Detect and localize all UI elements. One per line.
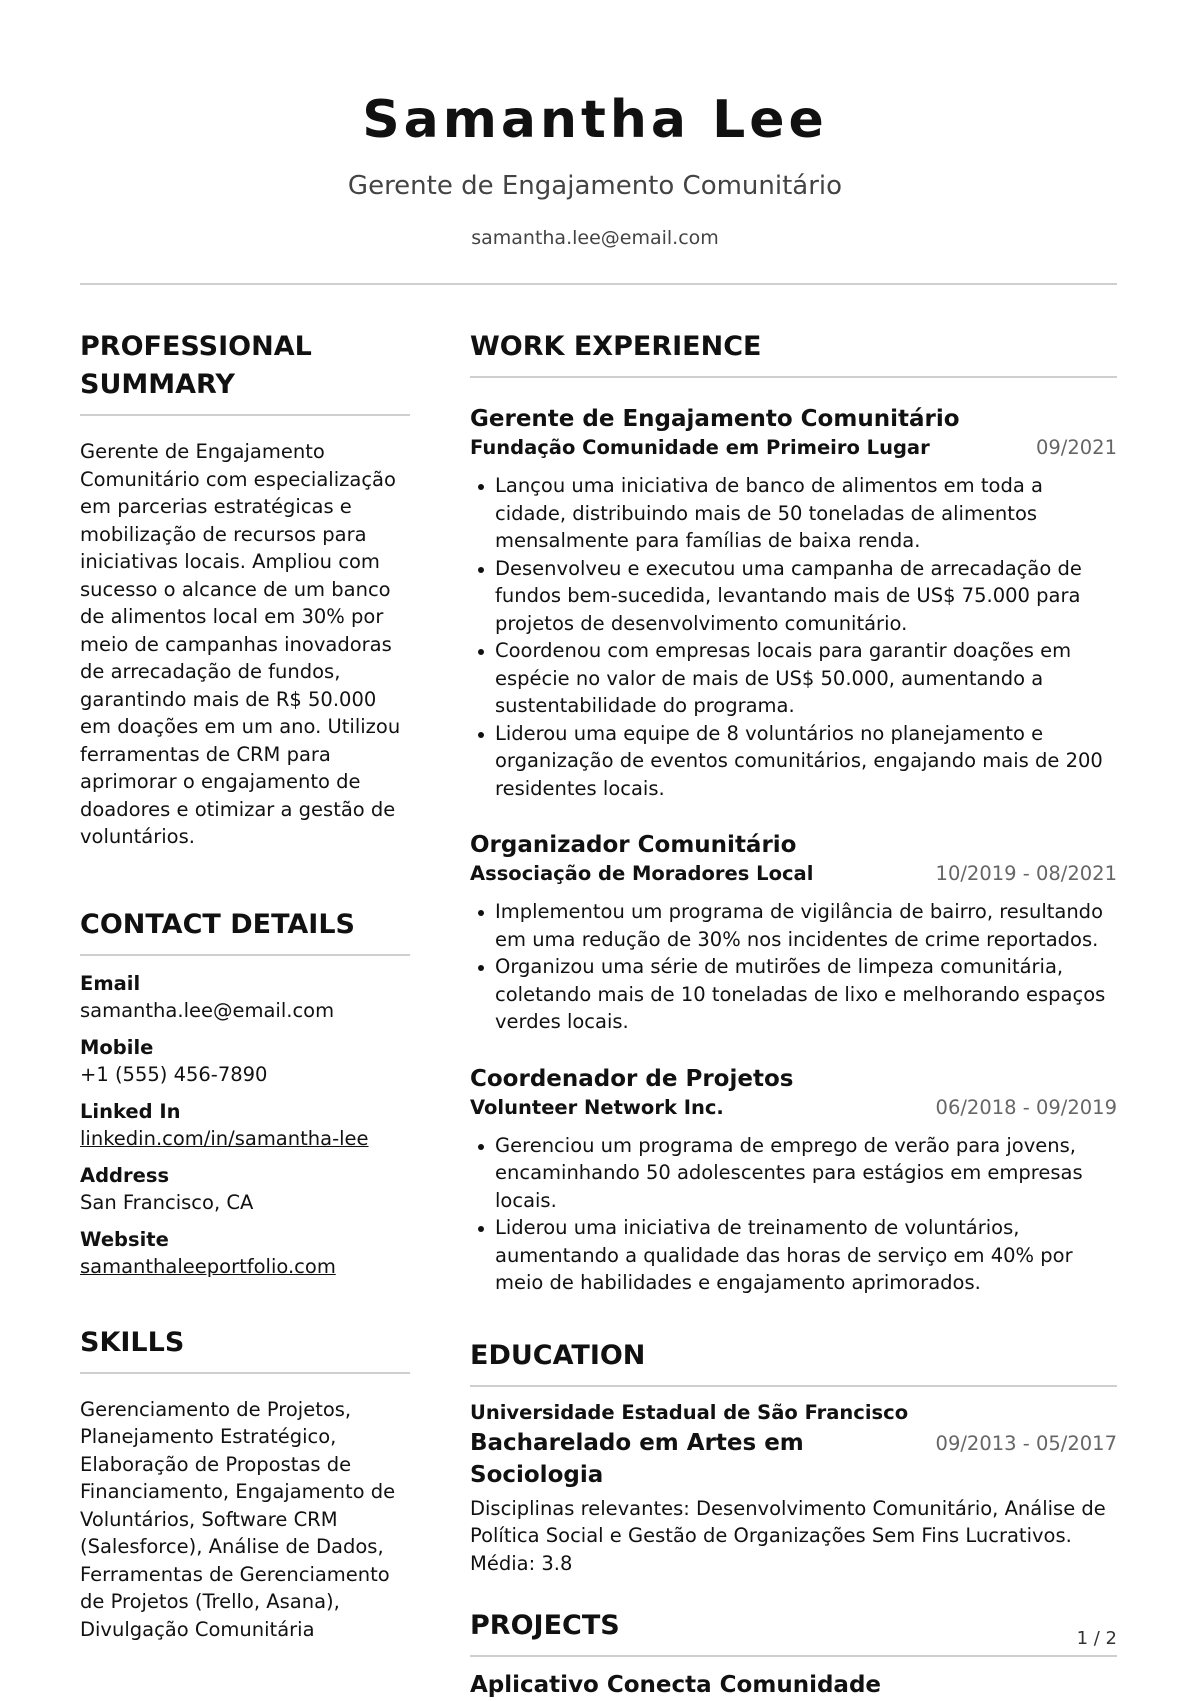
bullet-item: Gerenciou um programa de emprego de verão para jovens, encaminhando 50 adolescentes para estágios em empresas locais. — [470, 1132, 1117, 1215]
bullet-item: Implementou um programa de vigilância de bairro, resultando em uma redução de 30% nos incidentes de crime reportados. — [470, 898, 1117, 953]
left-column — [80, 328, 410, 1643]
skills-title: SKILLS — [80, 1324, 410, 1374]
right-column — [470, 328, 1117, 1701]
project-title: Aplicativo Conecta Comunidade — [470, 1672, 882, 1698]
skills-text: Gerenciamento de Projetos, Planejamento Estratégico, Elaboração de Propostas de Financiamento, Engajamento de Voluntários, Software CRM (Salesforce), Análise de Dados, Ferramentas de Gerenciamento de Projetos (Trello, Asana), Divulgação Comunitária — [80, 1397, 396, 1641]
contact-label: Mobile — [80, 1035, 154, 1059]
header-email: samantha.lee@email.com — [471, 227, 719, 249]
job-company: Associação de Moradores Local — [470, 862, 814, 885]
projects-title: PROJECTS — [470, 1607, 1117, 1657]
job-company: Volunteer Network Inc. — [470, 1095, 724, 1119]
job-title: Coordenador de Projetos — [470, 1065, 794, 1092]
job-title: Organizador Comunitário — [470, 832, 797, 858]
job-meta — [470, 434, 1117, 462]
bullet-item: Desenvolveu e executou uma campanha de arrecadação de fundos bem-sucedida, levantando mais de US$ 75.000 para projetos de desenvolvimento comunitário. — [470, 555, 1117, 638]
summary-section — [80, 328, 410, 851]
contact-label: Linked In — [80, 1099, 181, 1123]
candidate-name: Samantha Lee — [362, 90, 828, 150]
bullet-item: Organizou uma série de mutirões de limpeza comunitária, coletando mais de 10 toneladas de lixo e melhorando espaços verdes locais. — [470, 953, 1117, 1036]
page-number: 1 / 2 — [1076, 1628, 1117, 1649]
contact-list — [80, 970, 410, 1280]
education-title: EDUCATION — [470, 1337, 1117, 1387]
contact-value: +1 (555) 456-7890 — [80, 1062, 268, 1086]
education-meta — [470, 1427, 1117, 1491]
bullet-item: Coordenou com empresas locais para garantir doações em espécie no valor de mais de US$ 50.000, aumentando a sustentabilidade do programa. — [470, 637, 1117, 720]
contact-label: Website — [80, 1227, 169, 1251]
summary-title: PROFESSIONAL SUMMARY — [80, 328, 410, 416]
summary-text: Gerente de Engajamento Comunitário com especialização em parcerias estratégicas e mobilização de recursos para iniciativas locais. Ampliou com sucesso o alcance de um banco de alimentos local em 30% por meio de campanhas inovadoras de arrecadação de fundos, garantindo mais de R$ 50.000 em doações em um ano. Utilizou ferramentas de CRM para aprimorar o engajamento de doadores e otimizar a gestão de voluntários. — [80, 440, 401, 848]
header-divider — [80, 283, 1117, 285]
contact-website — [80, 1226, 410, 1280]
job-date: 09/2021 — [1035, 436, 1117, 459]
contact-label: Email — [80, 971, 141, 995]
job-title: Gerente de Engajamento Comunitário — [470, 406, 960, 432]
contact-section — [80, 906, 410, 1280]
education-degree: Bacharelado em Artes em Sociologia — [470, 1429, 804, 1488]
contact-email — [80, 970, 410, 1024]
education-school: Universidade Estadual de São Francisco — [470, 1400, 909, 1424]
job-entry — [470, 830, 1117, 1036]
contact-title: CONTACT DETAILS — [80, 906, 410, 956]
linkedin-link[interactable]: linkedin.com/in/samantha-lee — [80, 1126, 369, 1150]
job-company: Fundação Comunidade em Primeiro Lugar — [470, 436, 930, 459]
job-entry — [470, 1064, 1117, 1297]
job-date: 10/2019 - 08/2021 — [935, 862, 1117, 885]
bullet-item: Liderou uma iniciativa de treinamento de voluntários, aumentando a qualidade das horas de serviço em 40% por meio de habilidades e engajamento aprimorados. — [470, 1214, 1117, 1297]
skills-section — [80, 1324, 410, 1644]
job-meta — [470, 860, 1117, 888]
education-description: Disciplinas relevantes: Desenvolvimento Comunitário, Análise de Política Social e Gestão de Organizações Sem Fins Lucrativos. Média: 3.8 — [470, 1496, 1106, 1575]
education-section — [470, 1337, 1117, 1578]
job-bullets — [470, 1132, 1117, 1297]
bullet-item: Liderou uma equipe de 8 voluntários no planejamento e organização de eventos comunitários, engajando mais de 200 residentes locais. — [470, 720, 1117, 803]
projects-section — [470, 1607, 1117, 1701]
contact-label: Address — [80, 1163, 170, 1187]
job-entry — [470, 404, 1117, 802]
work-title: WORK EXPERIENCE — [470, 328, 1117, 378]
contact-value: San Francisco, CA — [80, 1190, 254, 1214]
contact-value: samantha.lee@email.com — [80, 998, 335, 1022]
contact-mobile — [80, 1034, 410, 1088]
work-section — [470, 328, 1117, 1297]
job-meta — [470, 1094, 1117, 1122]
website-link[interactable]: samanthaleeportfolio.com — [80, 1254, 336, 1278]
job-bullets — [470, 898, 1117, 1036]
job-bullets — [470, 472, 1117, 802]
job-date: 06/2018 - 09/2019 — [935, 1095, 1117, 1119]
bullet-item: Lançou uma iniciativa de banco de alimentos em toda a cidade, distribuindo mais de 50 toneladas de alimentos mensalmente para famílias de baixa renda. — [470, 472, 1117, 555]
candidate-role: Gerente de Engajamento Comunitário — [347, 171, 843, 201]
contact-address — [80, 1162, 410, 1216]
education-date: 09/2013 - 05/2017 — [935, 1431, 1117, 1455]
contact-linkedin — [80, 1098, 410, 1152]
